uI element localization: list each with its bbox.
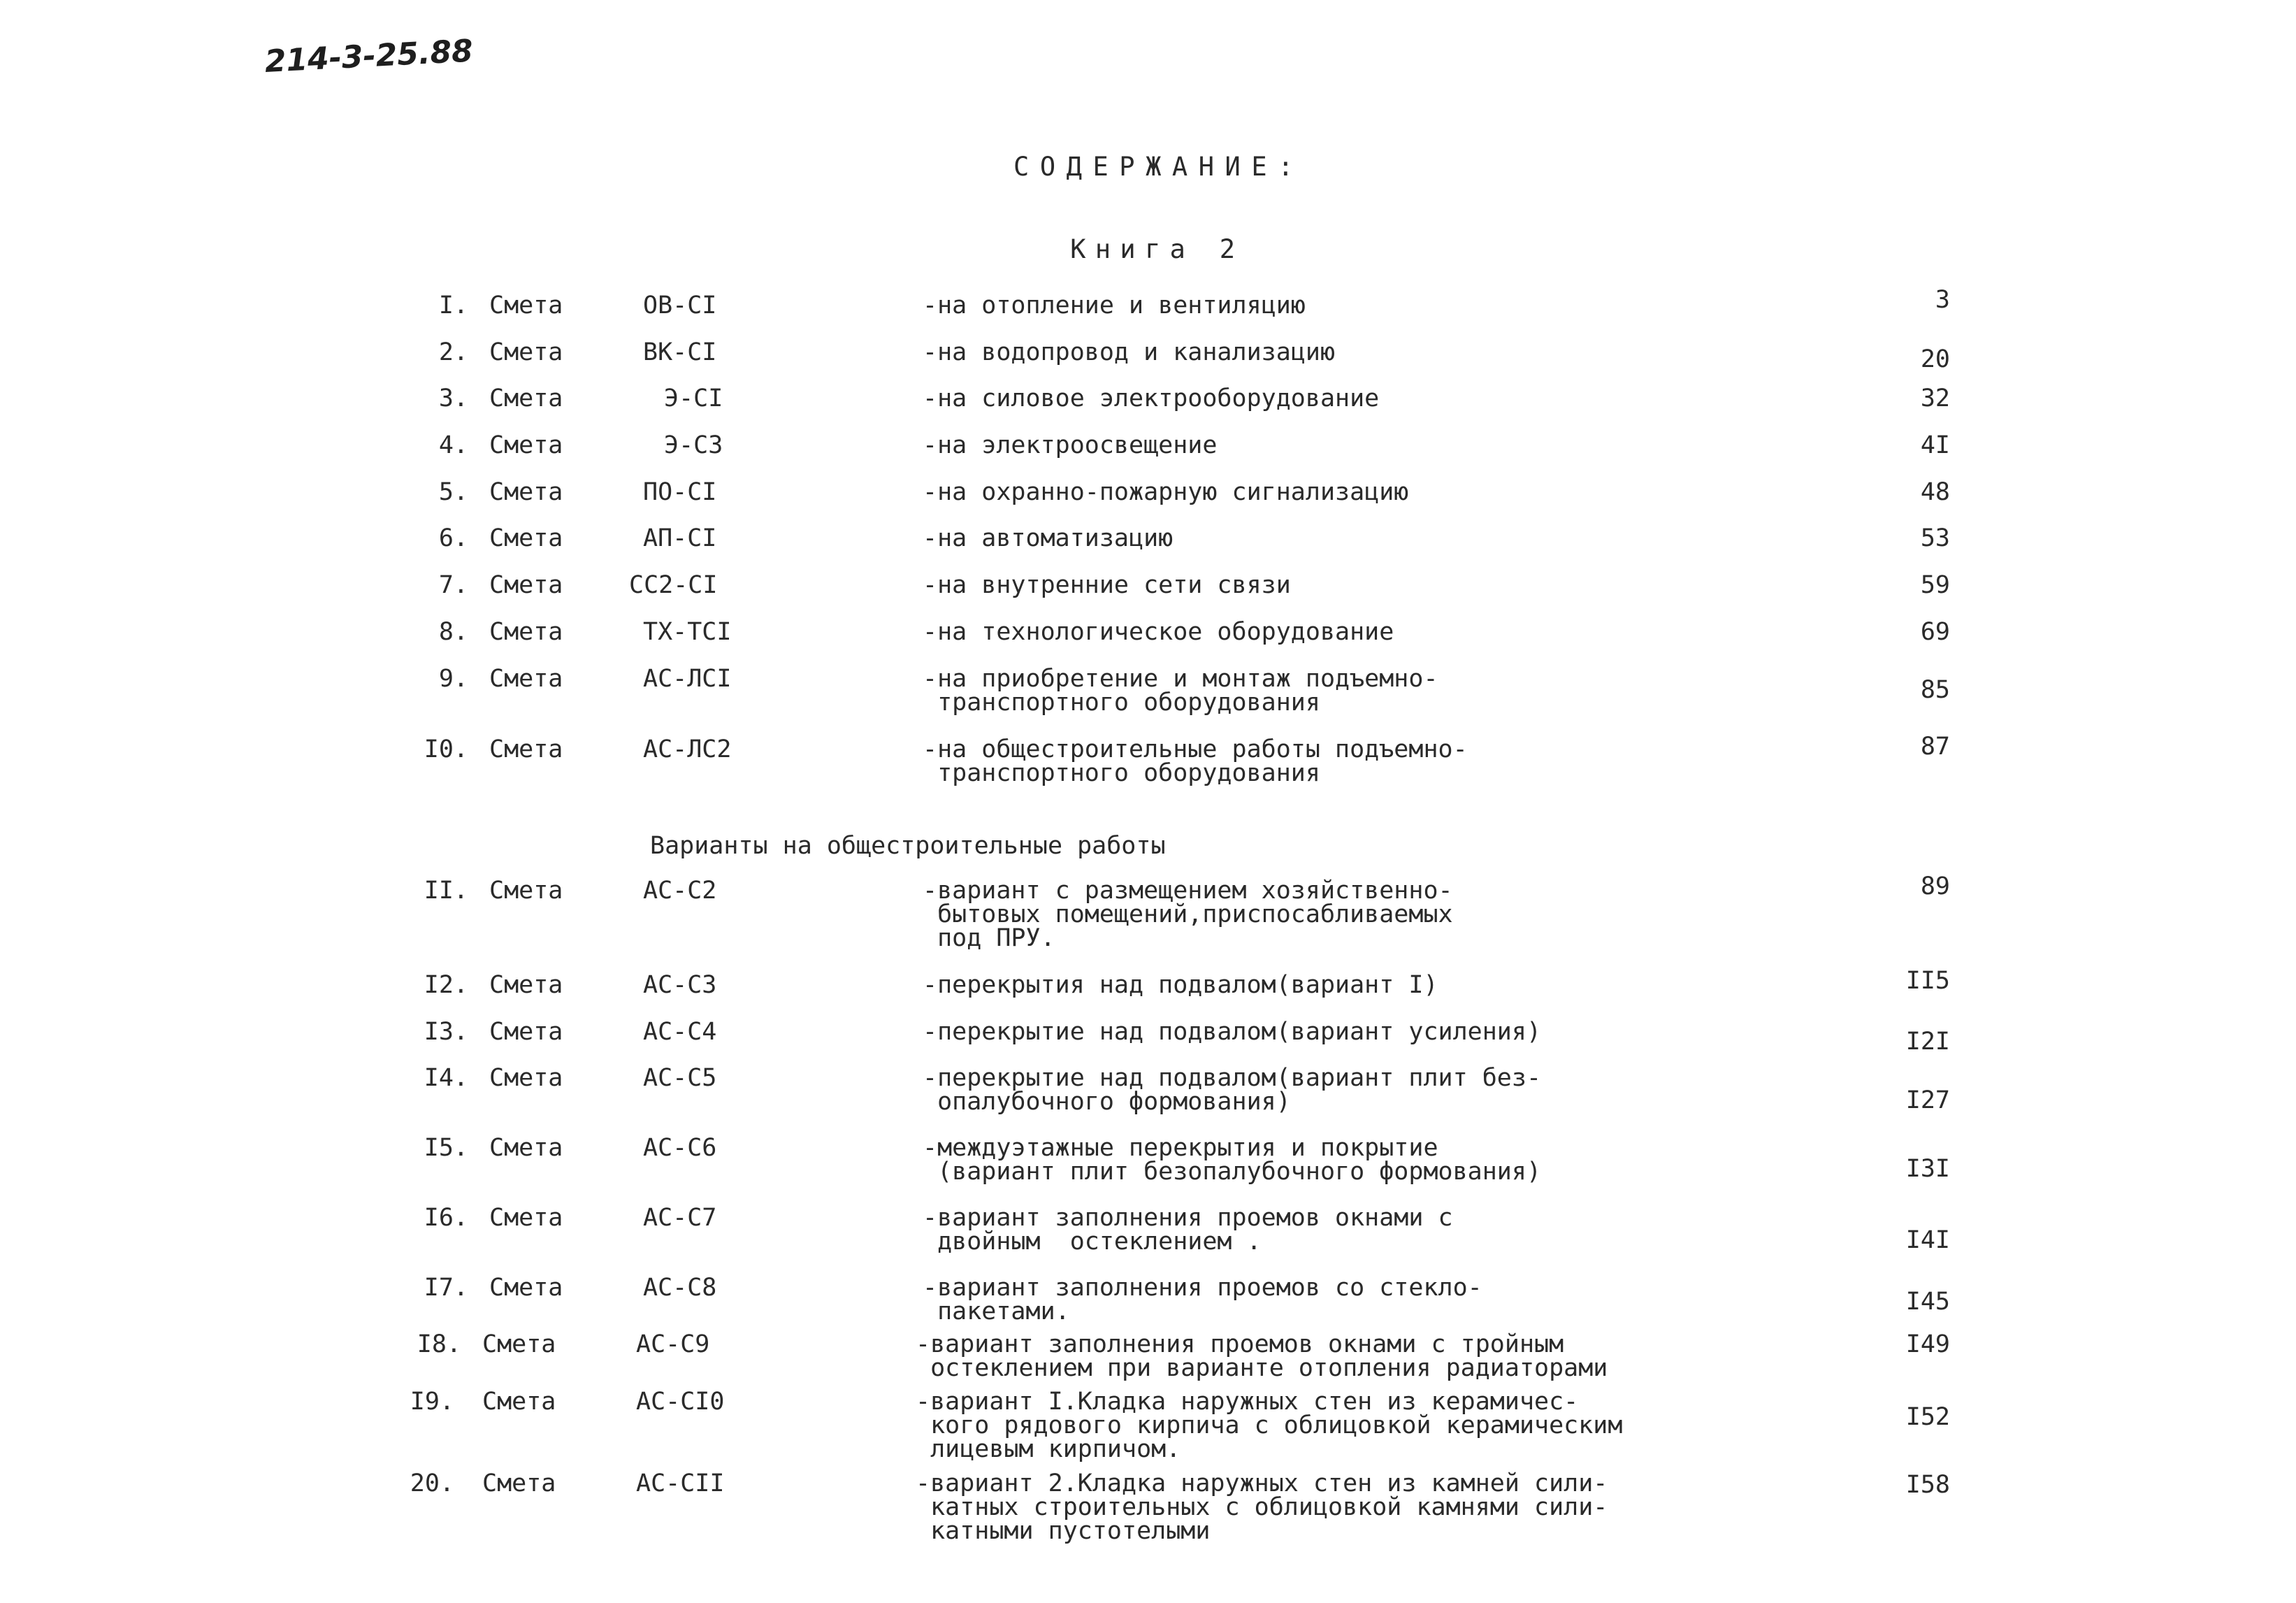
entry-description: -на внутренние сети связи [923, 571, 1291, 599]
entry-number: 7. [438, 571, 468, 599]
entry-type: Смета [489, 665, 563, 693]
entry-type: Смета [489, 1134, 563, 1162]
entry-description: -на общестроительные работы подъемно- транспортного оборудования [923, 735, 1468, 787]
entry-description: -на технологическое оборудование [923, 618, 1394, 646]
entry-code: АС-С2 [643, 877, 717, 905]
entry-type: Смета [489, 1274, 563, 1302]
entry-page-number: II5 [1905, 967, 1950, 995]
entry-type: Смета [489, 735, 563, 763]
entry-description: -перекрытие над подвалом(вариант плит без- опалубочного формования) [923, 1064, 1542, 1116]
entry-code: ТХ-ТСI [643, 618, 732, 646]
entry-type: Смета [489, 292, 563, 319]
entry-number: II. [424, 877, 468, 905]
entry-page-number: 53 [1920, 524, 1950, 552]
entry-description: -вариант заполнения проемов окнами с двойным остеклением . [923, 1204, 1453, 1256]
entry-page-number: I2I [1905, 1028, 1950, 1056]
entry-description: -вариант с размещением хозяйственно- бытовых помещений,приспосабливаемых под ПРУ. [923, 877, 1453, 952]
entry-type: Смета [482, 1388, 556, 1416]
entry-number: I3. [424, 1018, 468, 1046]
entry-number: 20. [410, 1469, 454, 1497]
entry-page-number: I45 [1905, 1288, 1950, 1316]
entry-type: Смета [489, 524, 563, 552]
entry-page-number: 69 [1920, 618, 1950, 646]
entry-number: 8. [438, 618, 468, 646]
entry-code: АС-С5 [643, 1064, 717, 1092]
entry-page-number: 89 [1920, 872, 1950, 900]
entry-description: -перекрытия над подвалом(вариант I) [923, 971, 1438, 999]
entry-code: АС-ЛС2 [643, 735, 732, 763]
entry-code: ОВ-СI [643, 292, 717, 319]
entry-number: I7. [424, 1274, 468, 1302]
entry-type: Смета [489, 1064, 563, 1092]
entry-description: -на водопровод и канализацию [923, 338, 1336, 366]
entry-description: -перекрытие над подвалом(вариант усиления) [923, 1018, 1542, 1046]
entry-description: -на автоматизацию [923, 524, 1174, 552]
entry-type: Смета [489, 571, 563, 599]
entry-type: Смета [482, 1469, 556, 1497]
entry-description: -вариант 2.Кладка наружных стен из камней сили- катных строительных с облицовкой камнями сили- катными пустотелыми [916, 1469, 1608, 1545]
entry-type: Смета [489, 618, 563, 646]
entry-number: I. [438, 292, 468, 319]
entry-number: 9. [438, 665, 468, 693]
book-subtitle: Книга 2 [1070, 234, 1245, 264]
entry-code: АС-СII [636, 1469, 725, 1497]
entry-type: Смета [489, 384, 563, 412]
entry-type: Смета [489, 338, 563, 366]
entry-description: -на приобретение и монтаж подъемно- транспортного оборудования [923, 665, 1438, 717]
entry-page-number: 4I [1920, 431, 1950, 459]
entry-page-number: 20 [1920, 345, 1950, 373]
entry-page-number: I27 [1905, 1086, 1950, 1114]
entry-number: 5. [438, 478, 468, 506]
entry-code: АС-С9 [636, 1330, 710, 1358]
entry-code: Э-СI [664, 384, 723, 412]
entry-type: Смета [489, 1018, 563, 1046]
entry-code: Э-С3 [664, 431, 723, 459]
entry-number: 2. [438, 338, 468, 366]
entry-number: I0. [424, 735, 468, 763]
entry-code: АП-СI [643, 524, 717, 552]
entry-description: -на силовое электрооборудование [923, 384, 1380, 412]
entry-number: I2. [424, 971, 468, 999]
entry-type: Смета [489, 877, 563, 905]
entry-code: АС-С4 [643, 1018, 717, 1046]
entry-code: ВК-СI [643, 338, 717, 366]
entry-code: СС2-СI [629, 571, 718, 599]
entry-code: АС-ЛСI [643, 665, 732, 693]
page-title: СОДЕРЖАНИЕ: [1013, 152, 1305, 182]
entry-page-number: I4I [1905, 1226, 1950, 1254]
entry-code: АС-С6 [643, 1134, 717, 1162]
entry-page-number: I58 [1905, 1471, 1950, 1499]
entry-number: I4. [424, 1064, 468, 1092]
entry-description: -на электроосвещение [923, 431, 1218, 459]
entry-page-number: 87 [1920, 733, 1950, 761]
entry-page-number: 85 [1920, 676, 1950, 704]
entry-description: -на охранно-пожарную сигнализацию [923, 478, 1409, 506]
entry-type: Смета [489, 971, 563, 999]
entry-page-number: I49 [1905, 1330, 1950, 1358]
handwritten-document-number: 214-3-25.88 [263, 33, 474, 80]
entry-description: -вариант заполнения проемов со стекло- пакетами. [923, 1274, 1482, 1325]
entry-number: I9. [410, 1388, 454, 1416]
entry-type: Смета [489, 431, 563, 459]
entry-type: Смета [489, 1204, 563, 1232]
entry-page-number: 32 [1920, 384, 1950, 412]
entry-description: -вариант заполнения проемов окнами с тройным остеклением при варианте отопления радиаторами [916, 1330, 1608, 1382]
entry-number: I6. [424, 1204, 468, 1232]
entry-page-number: I3I [1905, 1155, 1950, 1183]
entry-page-number: 3 [1935, 286, 1950, 314]
entry-code: АС-С7 [643, 1204, 717, 1232]
entry-code: АС-С8 [643, 1274, 717, 1302]
entry-description: -вариант I.Кладка наружных стен из керамичес- кого рядового кирпича с облицовкой керамическим лицевым кирпичом. [916, 1388, 1623, 1463]
entry-type: Смета [482, 1330, 556, 1358]
entry-description: -на отопление и вентиляцию [923, 292, 1306, 319]
entry-number: I5. [424, 1134, 468, 1162]
section-heading: Варианты на общестроительные работы [650, 832, 1166, 860]
entry-page-number: 48 [1920, 478, 1950, 506]
entry-description: -междуэтажные перекрытия и покрытие (вариант плит безопалубочного формования) [923, 1134, 1542, 1186]
entry-number: 3. [438, 384, 468, 412]
entry-number: I8. [417, 1330, 461, 1358]
entry-number: 6. [438, 524, 468, 552]
entry-number: 4. [438, 431, 468, 459]
entry-page-number: I52 [1905, 1403, 1950, 1431]
entry-code: АС-С3 [643, 971, 717, 999]
entry-type: Смета [489, 478, 563, 506]
entry-code: ПО-СI [643, 478, 717, 506]
entry-page-number: 59 [1920, 571, 1950, 599]
entry-code: АС-СI0 [636, 1388, 725, 1416]
